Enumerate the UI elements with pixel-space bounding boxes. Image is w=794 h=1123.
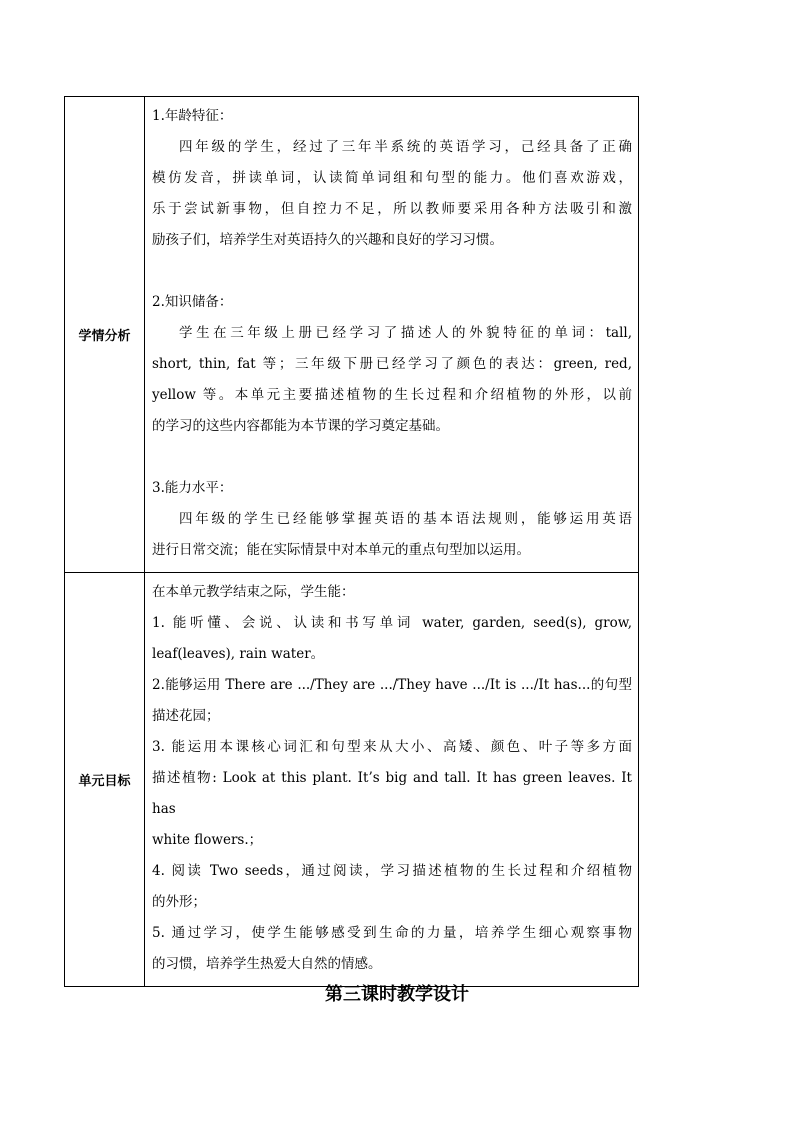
text-line: 的外形；	[152, 894, 206, 910]
text-line: leaf(leaves), rain water。	[152, 646, 325, 662]
text-line: short, thin, fat 等；三年级下册已经学习了颜色的表达：green, red,	[152, 356, 632, 372]
text-line: 模仿发音，拼读单词，认读简单词组和句型的能力。他们喜欢游戏，	[152, 170, 632, 186]
text-line	[152, 442, 632, 473]
text-line: 3. 能运用本课核心词汇和句型来从大小、高矮、颜色、叶子等多方面	[152, 739, 632, 755]
row-label-student-analysis: 学情分析	[65, 97, 145, 573]
content-cell-unit-goals	[145, 573, 639, 987]
lesson-plan-table	[64, 96, 639, 987]
text-line: yellow 等。本单元主要描述植物的生长过程和介绍植物的外形，以前	[152, 387, 632, 403]
text-line: white flowers.；	[152, 832, 263, 848]
text-line: 乐于尝试新事物，但自控力不足，所以教师要采用各种方法吸引和激	[152, 201, 632, 217]
content-cell-student-analysis	[145, 97, 639, 573]
text-line: 四年级的学生已经能够掌握英语的基本语法规则，能够运用英语	[179, 511, 632, 527]
text-line: 5. 通过学习，使学生能够感受到生命的力量，培养学生细心观察事物	[152, 925, 632, 941]
table-row-student-analysis	[65, 97, 639, 573]
text-line: 的习惯，培养学生热爱大自然的情感。	[152, 956, 382, 972]
text-line: 四年级的学生，经过了三年半系统的英语学习，己经具备了正确	[179, 139, 632, 155]
content-student-analysis	[145, 97, 638, 572]
text-line: 描述花园；	[152, 708, 220, 724]
table-row-unit-goals	[65, 573, 639, 987]
text-line: 在本单元教学结束之际，学生能：	[152, 584, 355, 600]
content-unit-goals	[145, 573, 638, 986]
text-line: 1. 能听懂、会说、认读和书写单词 water, garden, seed(s), grow,	[152, 615, 632, 631]
text-line: 进行日常交流；能在实际情景中对本单元的重点句型加以运用。	[152, 542, 530, 558]
text-line: 1.年龄特征：	[152, 108, 233, 124]
text-line: 4. 阅读 Two seeds，通过阅读，学习描述植物的生长过程和介绍植物	[152, 863, 632, 879]
text-line: 2.知识储备：	[152, 294, 233, 310]
text-line: 3.能力水平：	[152, 480, 233, 496]
text-line: 描述植物: Look at this plant. It’s big and tall. It has green leaves. It has	[152, 770, 632, 817]
section-title: 第三课时教学设计	[325, 984, 469, 1005]
text-line: 2.能够运用 There are .../They are .../They have .../It is .../It has...的句型	[152, 677, 632, 693]
row-label-unit-goals: 单元目标	[65, 573, 145, 987]
text-line: 励孩子们，培养学生对英语持久的兴趣和良好的学习习惯。	[152, 232, 503, 248]
text-line: 学生在三年级上册已经学习了描述人的外貌特征的单词：tall,	[179, 325, 632, 341]
text-line	[152, 256, 632, 287]
text-line: 的学习的这些内容都能为本节课的学习奠定基础。	[152, 418, 449, 434]
